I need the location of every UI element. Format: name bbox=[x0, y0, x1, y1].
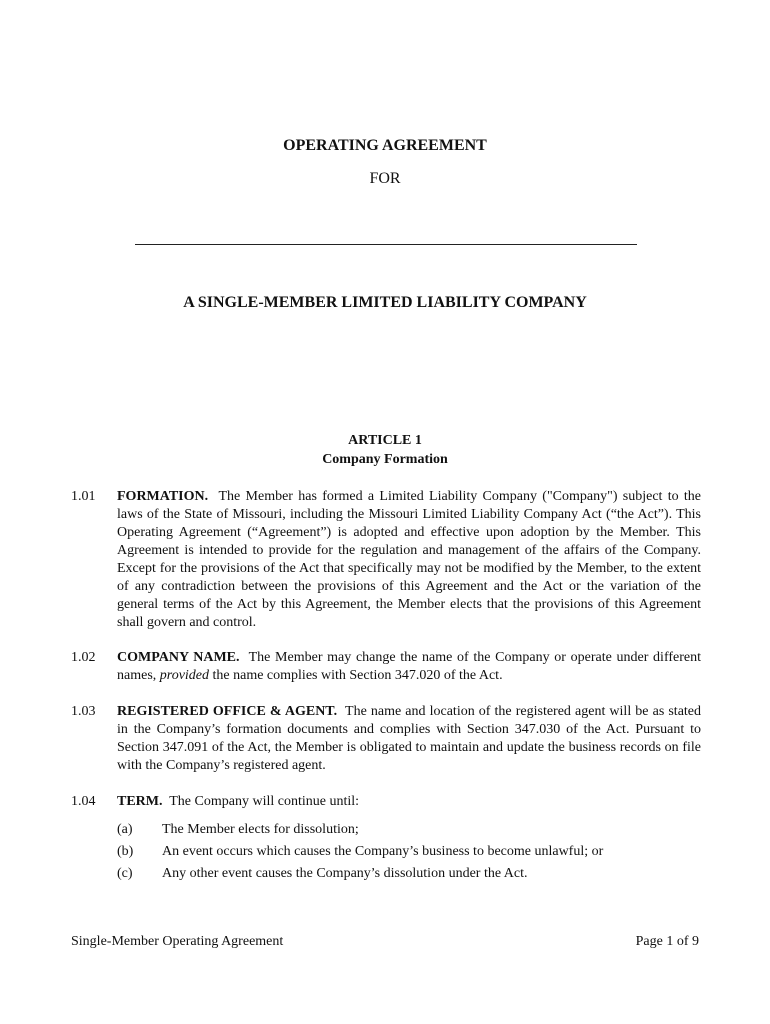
section-title: TERM. bbox=[117, 794, 163, 809]
section-1-01 bbox=[71, 488, 701, 632]
section-body bbox=[117, 793, 701, 811]
footer-page-number: Page 1 of 9 bbox=[635, 934, 699, 949]
section-body bbox=[117, 703, 701, 775]
section-1-02 bbox=[71, 649, 701, 685]
section-number: 1.02 bbox=[71, 650, 96, 665]
document-for: FOR bbox=[369, 170, 401, 187]
section-text: The name and location of the registered agent will be as stated in the Company’s formation documents and complies with Section 347.030 of the Act. Pursuant to Section 347.091 of the Act, the Member is obligated to maintain and update the business records on file with the Company’s registered agent. bbox=[117, 704, 702, 773]
section-title: COMPANY NAME. bbox=[117, 650, 240, 665]
section-text: The Member may change the name of the Company or operate under different names, bbox=[117, 650, 701, 683]
list-item-label: (a) bbox=[117, 822, 133, 837]
list-item-text: An event occurs which causes the Company’s business to become unlawful; or bbox=[162, 844, 604, 859]
list-item-label: (c) bbox=[117, 866, 133, 881]
list-item-text: The Member elects for dissolution; bbox=[162, 822, 359, 837]
article-name: Company Formation bbox=[322, 452, 448, 467]
section-body bbox=[117, 488, 701, 632]
section-1-03 bbox=[71, 703, 701, 775]
section-text: The Member has formed a Limited Liability Company ("Company") subject to the laws of the State of Missouri, including the Missouri Limited Liability Company Act (“the Act”). This Operating Agreement (“Agreement”) is adopted and effective upon adoption by the Member. This Agreement is intended to provide for the regulation and management of the affairs of the Company. Except for the provisions of the Act that specifically may not be modified by the Member, to the extent of any contradiction between the provisions of this Agreement and the Act or the variation of the general terms of the Act by this Agreement, the Member elects that the provisions of this Agreement shall govern and control. bbox=[117, 489, 702, 630]
section-number: 1.04 bbox=[71, 794, 96, 809]
section-text: The Company will continue until: bbox=[169, 794, 360, 809]
section-number: 1.01 bbox=[71, 489, 96, 504]
list-item-text: Any other event causes the Company’s dissolution under the Act. bbox=[162, 866, 528, 881]
section-1-04 bbox=[71, 793, 701, 811]
section-number: 1.03 bbox=[71, 704, 96, 719]
section-text-italic: provided bbox=[159, 668, 210, 683]
document-title: OPERATING AGREEMENT bbox=[283, 137, 487, 154]
section-text-after: the name complies with Section 347.020 of the Act. bbox=[212, 668, 503, 683]
section-title: FORMATION. bbox=[117, 489, 209, 504]
company-name-blank-line bbox=[135, 244, 637, 245]
list-item-label: (b) bbox=[117, 844, 134, 859]
section-body bbox=[117, 649, 701, 685]
section-title: REGISTERED OFFICE & AGENT. bbox=[117, 704, 338, 719]
document-subtitle: A SINGLE-MEMBER LIMITED LIABILITY COMPANY bbox=[183, 294, 587, 311]
article-number: ARTICLE 1 bbox=[348, 433, 422, 448]
footer-document-name: Single-Member Operating Agreement bbox=[71, 934, 284, 949]
